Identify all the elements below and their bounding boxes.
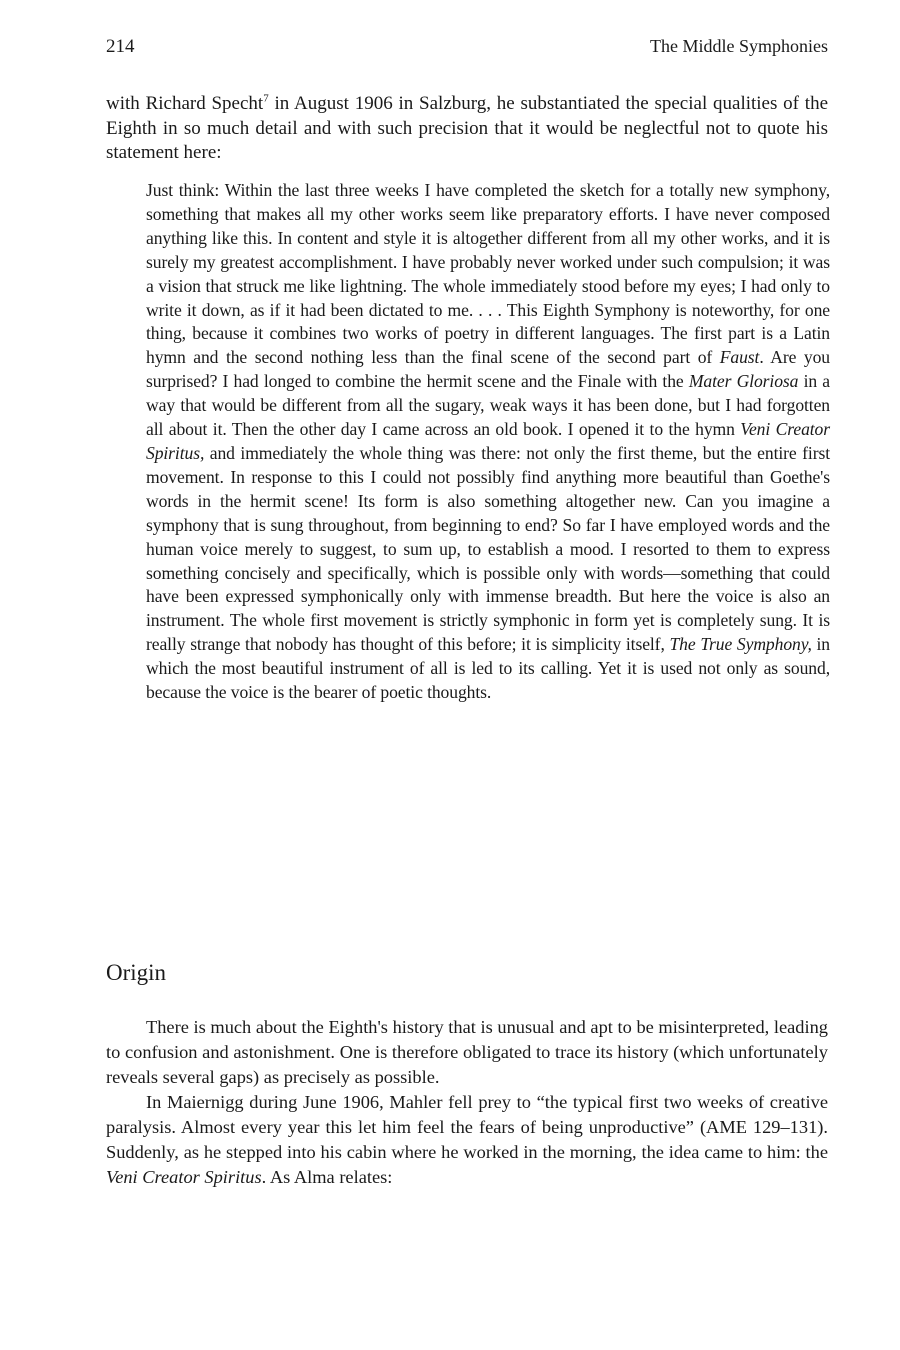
page-number: 214 bbox=[106, 36, 135, 57]
intro-paragraph: with Richard Specht$^7$ in August 1906 in Salzburg, he substantiated the special qualities of the Eighth in so much detail and with such precision that it would be neglectful not to quote his statement here: bbox=[106, 92, 828, 163]
section-heading: Origin bbox=[106, 960, 167, 985]
block-quote: Just think: Within the last three weeks I have completed the sketch for a totally new symphony, something that makes all my other works seem like preparatory efforts. I have never composed anything like this. In content and style it is altogether different from all my other works, and it is surely my greatest accomplishment. I have probably never worked under such compulsion; it was a vision that struck me like lightning. The whole immediately stood before my eyes; I had only to write it down, as if it had been dictated to me. . . . This Eighth Symphony is noteworthy, for one thing, because it combines two works of poetry in different languages. The first part is a Latin hymn and the second nothing less than the final scene of the second part of Faust. Are you surprised? I had longed to combine the hermit scene and the Finale with the Mater Gloriosa in a way that would be different from all the sugary, weak ways it has been done, but I had forgotten all about it. Then the other day I came across an old book. I opened it to the hymn Veni Creator Spiritus, and immediately the whole thing was there: not only the first theme, but the entire first movement. In response to this I could not possibly find anything more beautiful than Goethe's words in the hermit scene! Its form is also something altogether new. Can you imagine a symphony that is sung throughout, from beginning to end? So far I have employed words and the human voice merely to suggest, to sum up, to establish a mood. I resorted to them to express something concisely and specifically, which is possible only with words—something that could have been expressed symphonically only with immense breadth. But here the voice is also an instrument. The whole first movement is strictly symphonic in form yet is completely sung. It is really strange that nobody has thought of this before; it is simplicity itself, The True Symphony, in which the most beautiful instrument of all is led to its calling. Yet it is used not only as sound, because the voice is the bearer of poetic thoughts. bbox=[146, 180, 831, 703]
running-head-title: The Middle Symphonies bbox=[650, 36, 828, 56]
body-paragraph-2: In Maiernigg during June 1906, Mahler fell prey to “the typical first two weeks of creative paralysis. Almost every year this let him feel the fears of being unproductive” (AME 129–131). Suddenly, as he stepped into his cabin where he worked in the morning, the idea came to him: the Veni Creator Spiritus. As Alma relates: bbox=[106, 1092, 828, 1187]
body-text bbox=[106, 1015, 828, 1190]
running-head bbox=[106, 36, 828, 58]
body-paragraph-1: There is much about the Eighth's history that is unusual and apt to be misinterpreted, leading to confusion and astonishment. One is therefore obligated to trace its history (which unfortunately reveals several gaps) as precisely as possible. bbox=[106, 1017, 828, 1087]
footnote-ref: 7 bbox=[263, 92, 269, 105]
